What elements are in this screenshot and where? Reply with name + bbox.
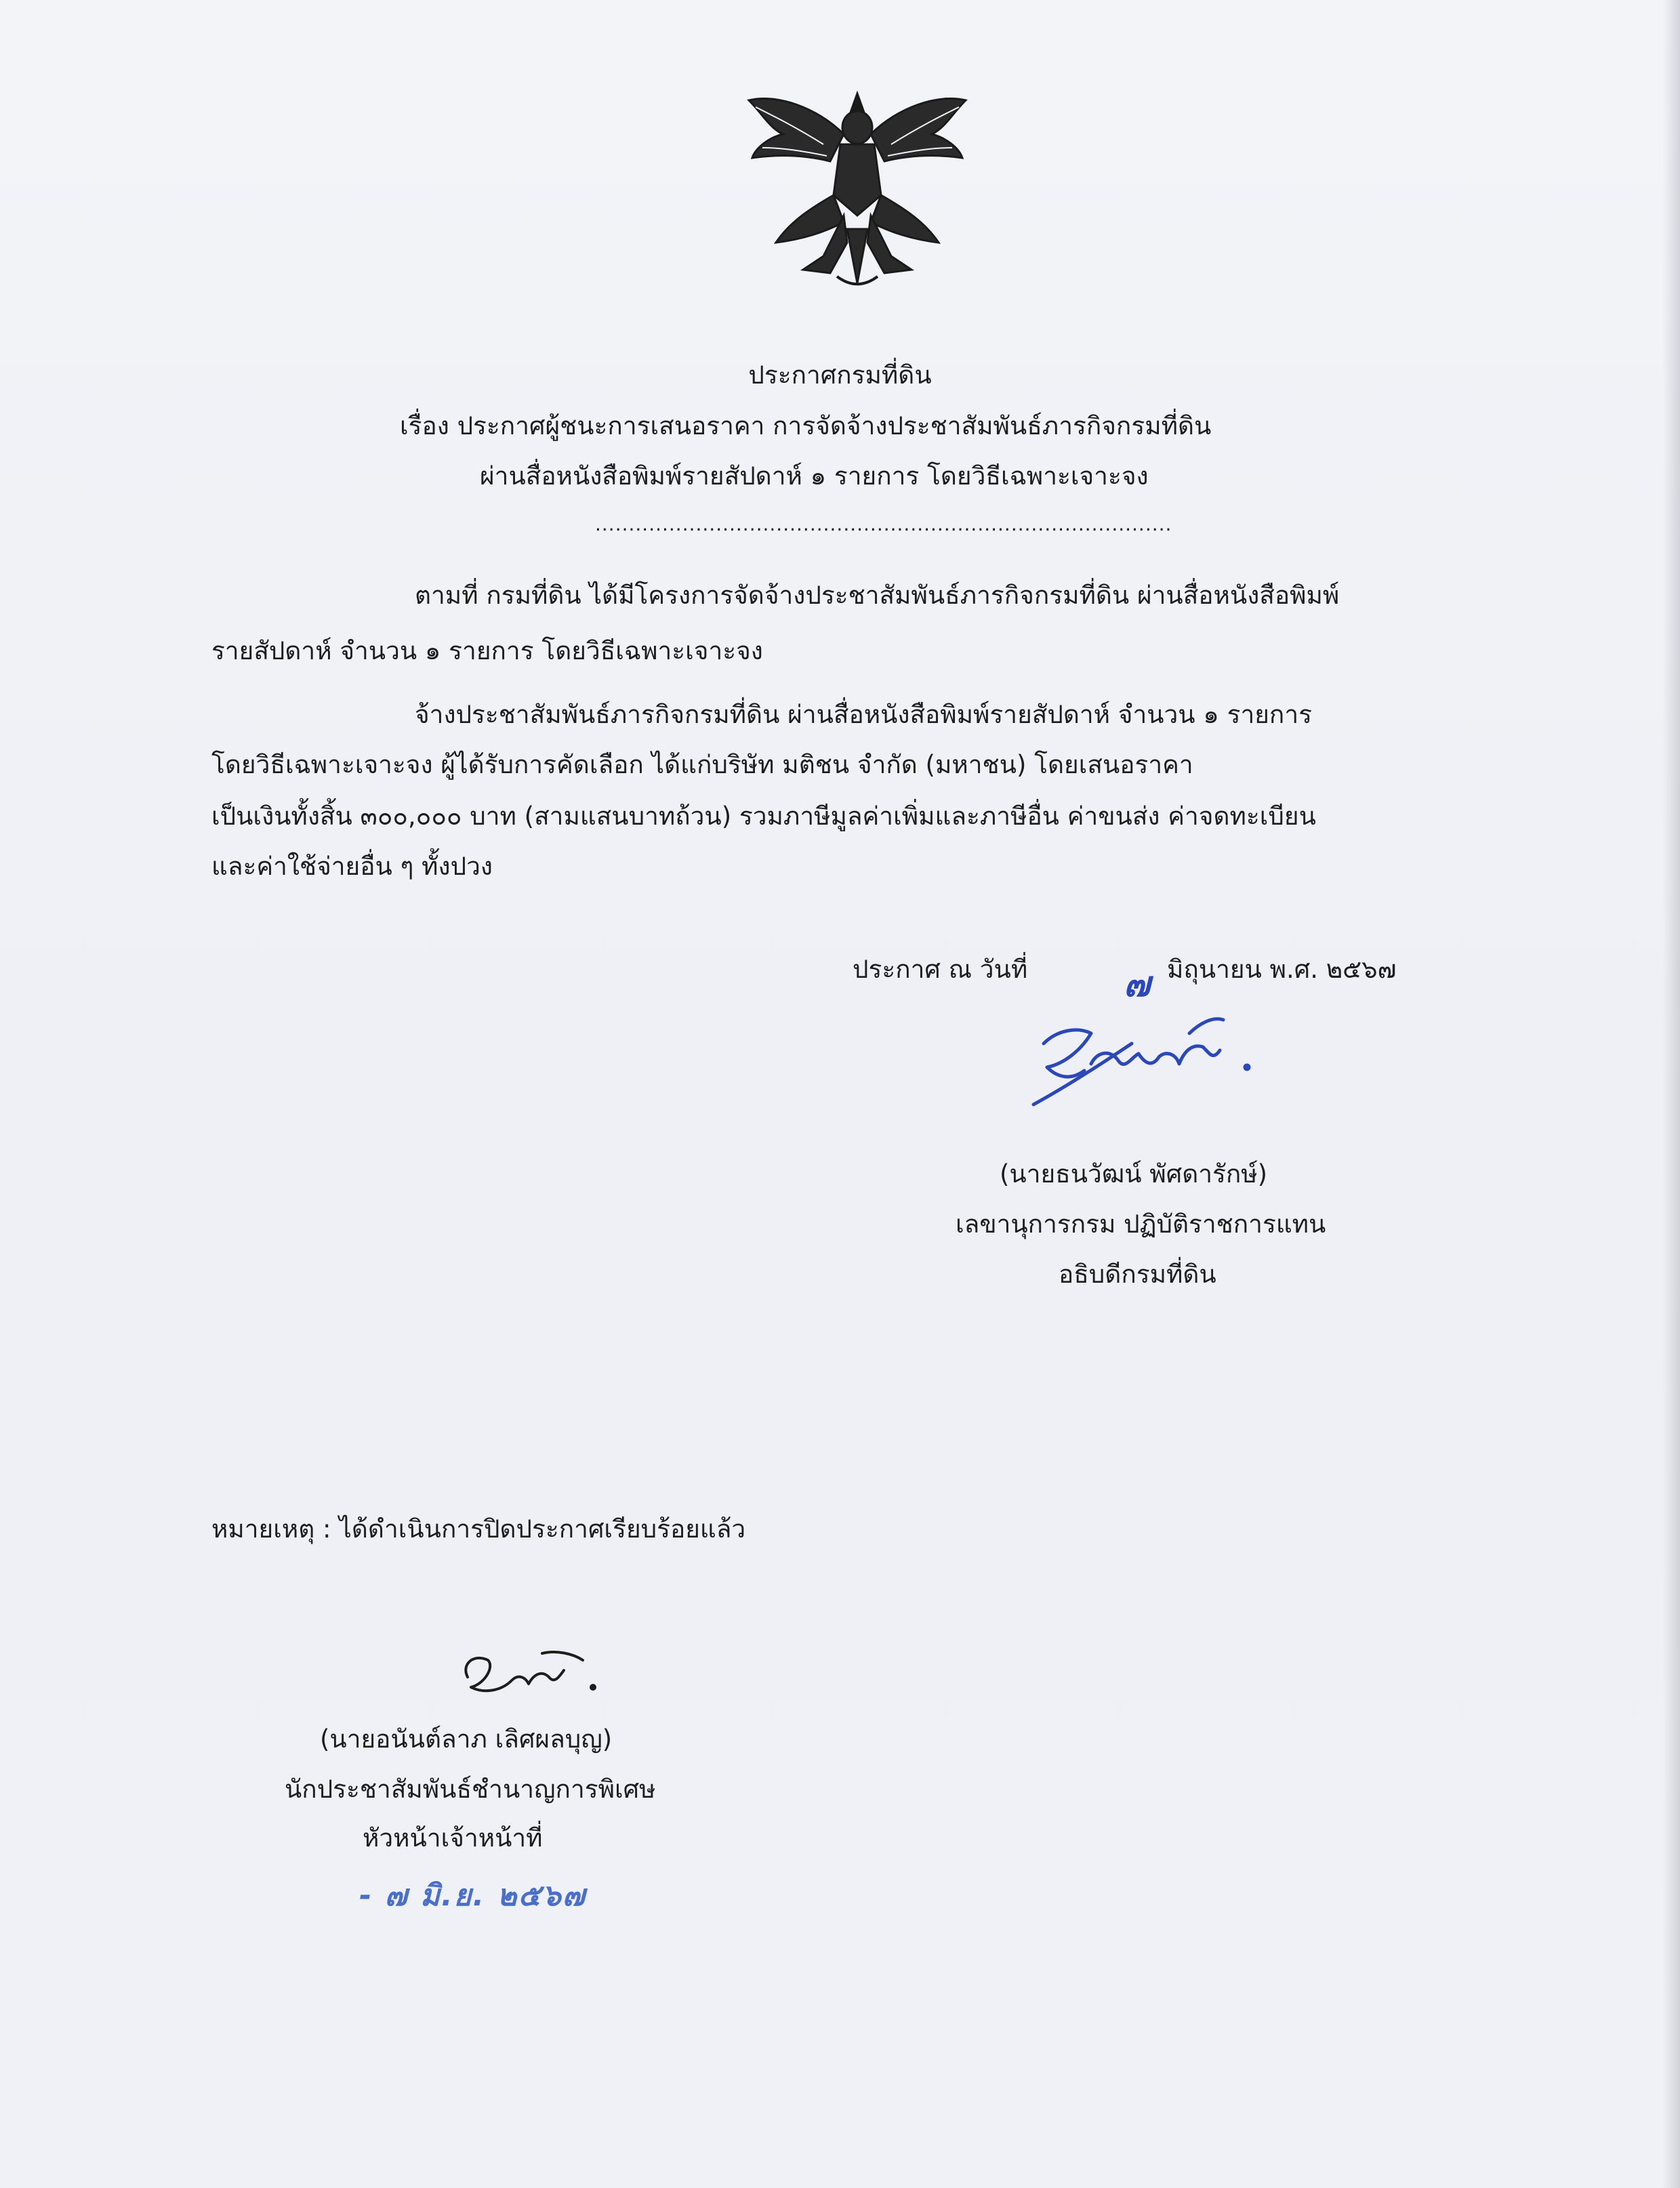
signature-director bbox=[1017, 1003, 1261, 1118]
signatory-position-1: เลขานุการกรม ปฏิบัติราชการแทน bbox=[956, 1210, 1326, 1239]
signatory-position-2: อธิบดีกรมที่ดิน bbox=[1059, 1260, 1216, 1289]
paragraph-1-line-2: รายสัปดาห์ จำนวน ๑ รายการ โดยวิธีเฉพาะเจาะจง bbox=[211, 636, 763, 665]
paragraph-2-line-4: และค่าใช้จ่ายอื่น ๆ ทั้งปวง bbox=[211, 852, 493, 881]
officer-name: (นายอนันต์ลาภ เลิศผลบุญ) bbox=[320, 1725, 613, 1754]
date-stamp: - ๗ มิ.ย. ๒๕๖๗ bbox=[359, 1878, 586, 1913]
page-edge-shadow bbox=[1662, 0, 1680, 2188]
paragraph-1-line-1: ตามที่ กรมที่ดิน ได้มีโครงการจัดจ้างประชาสัมพันธ์ภารกิจกรมที่ดิน ผ่านสื่อหนังสือพิมพ์ bbox=[415, 581, 1340, 610]
paragraph-2-line-1: จ้างประชาสัมพันธ์ภารกิจกรมที่ดิน ผ่านสื่อหนังสือพิมพ์รายสัปดาห์ จำนวน ๑ รายการ bbox=[415, 700, 1312, 729]
signatory-name: (นายธนวัฒน์ พัศดารักษ์) bbox=[1000, 1159, 1268, 1189]
subject-line-2: ผ่านสื่อหนังสือพิมพ์รายสัปดาห์ ๑ รายการ โดยวิธีเฉพาะเจาะจง bbox=[480, 461, 1149, 491]
officer-position-1: นักประชาสัมพันธ์ชำนาญการพิเศษ bbox=[285, 1775, 656, 1804]
announcement-day-handwritten: ๗ bbox=[1124, 964, 1151, 1005]
subject-line-1: เรื่อง ประกาศผู้ชนะการเสนอราคา การจัดจ้างประชาสัมพันธ์ภารกิจกรมที่ดิน bbox=[400, 411, 1212, 440]
note-text: หมายเหตุ : ได้ดำเนินการปิดประกาศเรียบร้อยแล้ว bbox=[211, 1514, 746, 1544]
announcement-date-prefix: ประกาศ ณ วันที่ bbox=[853, 955, 1028, 984]
paragraph-2-line-2: โดยวิธีเฉพาะเจาะจง ผู้ได้รับการคัดเลือก ได้แก่บริษัท มติชน จำกัด (มหาชน) โดยเสนอราคา bbox=[211, 750, 1193, 779]
signature-officer bbox=[447, 1640, 610, 1714]
announcement-month-year: มิถุนายน พ.ศ. ๒๕๖๗ bbox=[1167, 955, 1397, 984]
document-title: ประกาศกรมที่ดิน bbox=[748, 360, 932, 390]
officer-position-2: หัวหน้าเจ้าหน้าที่ bbox=[363, 1823, 543, 1853]
paragraph-2-line-3: เป็นเงินทั้งสิ้น ๓๐๐,๐๐๐ บาท (สามแสนบาทถ้วน) รวมภาษีมูลค่าเพิ่มและภาษีอื่น ค่าขนส่ง ค่าจดทะเบียน bbox=[211, 802, 1316, 831]
garuda-emblem bbox=[735, 80, 979, 297]
separator-dots: ...................................................................................... bbox=[595, 513, 1172, 535]
